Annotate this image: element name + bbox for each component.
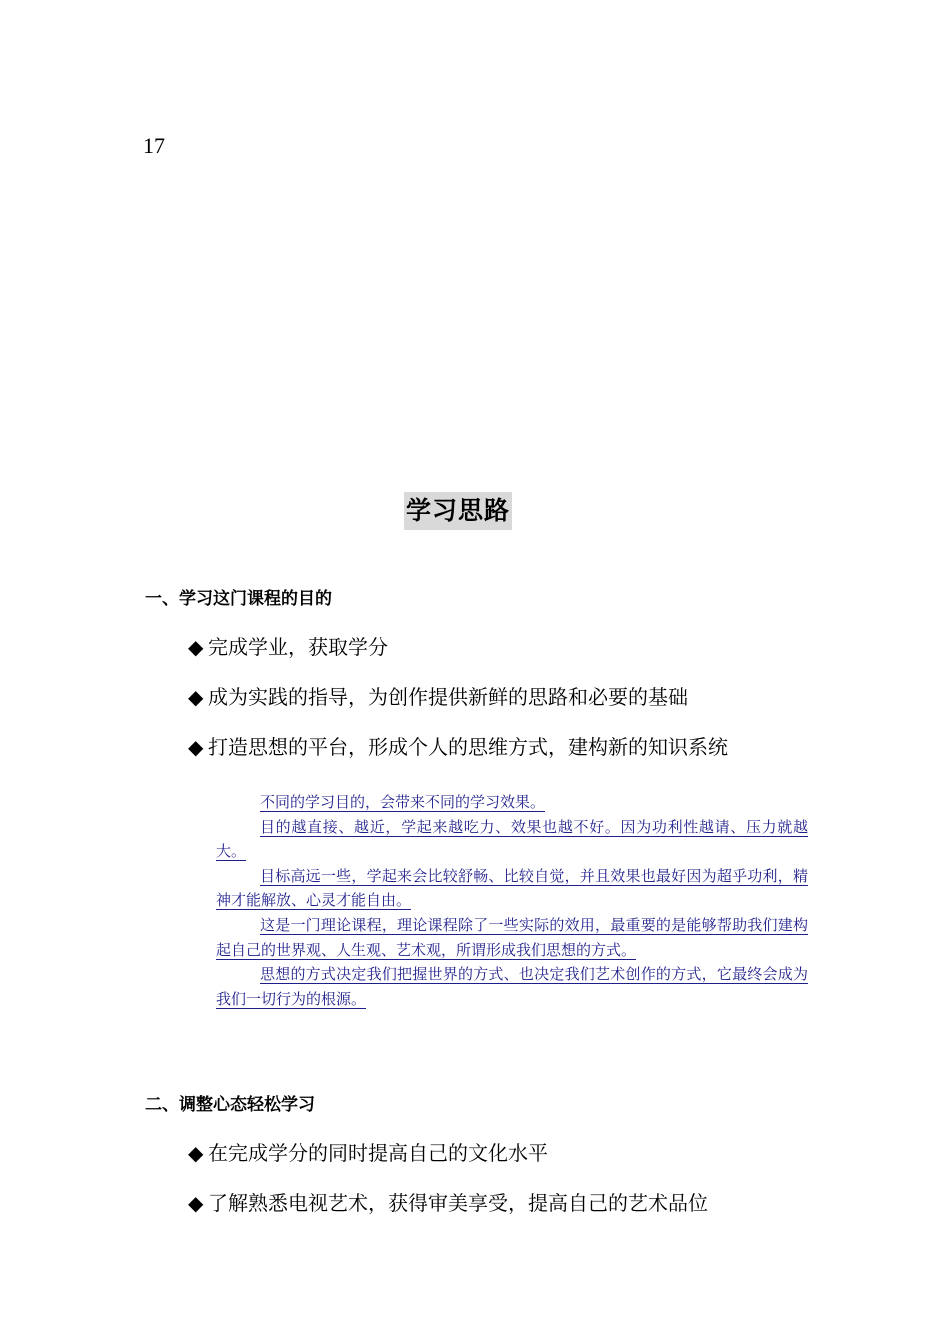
section-heading-2: 二、调整心态轻松学习 bbox=[145, 1095, 315, 1115]
note-paragraph: 目标高远一些，学起来会比较舒畅、比较自觉，并且效果也最好因为超乎功利，精神才能解放、心灵才能自由。 bbox=[216, 866, 808, 910]
note-paragraph: 不同的学习目的，会带来不同的学习效果。 bbox=[260, 793, 546, 811]
bullet-item bbox=[188, 1189, 708, 1217]
note-paragraph: 目的越直接、越近，学起来越吃力、效果也越不好。因为功利性越请、压力就越大。 bbox=[216, 817, 808, 861]
diamond-bullet-icon: ◆ bbox=[188, 1191, 204, 1215]
document-title: 学习思路 bbox=[404, 492, 512, 530]
page-number: 17 bbox=[143, 133, 165, 158]
bullet-item bbox=[188, 733, 728, 761]
note-paragraph: 思想的方式决定我们把握世界的方式、也决定我们艺术创作的方式，它最终会成为我们一切行为的根源。 bbox=[216, 965, 808, 1008]
bullet-text: 完成学业，获取学分 bbox=[208, 635, 388, 659]
bullet-text: 成为实践的指导，为创作提供新鲜的思路和必要的基础 bbox=[208, 685, 688, 709]
section-heading-1: 一、学习这门课程的目的 bbox=[145, 589, 332, 609]
note-paragraph: 这是一门理论课程，理论课程除了一些实际的效用，最重要的是能够帮助我们建构起自己的世界观、人生观、艺术观，所谓形成我们思想的方式。 bbox=[216, 915, 808, 959]
annotation-note-block bbox=[216, 790, 808, 1011]
bullet-item bbox=[188, 1139, 548, 1167]
diamond-bullet-icon: ◆ bbox=[188, 1141, 204, 1165]
bullet-text: 了解熟悉电视艺术，获得审美享受，提高自己的艺术品位 bbox=[208, 1191, 708, 1215]
diamond-bullet-icon: ◆ bbox=[188, 635, 204, 659]
bullet-item bbox=[188, 633, 388, 661]
bullet-item bbox=[188, 683, 688, 711]
diamond-bullet-icon: ◆ bbox=[188, 735, 204, 759]
bullet-text: 打造思想的平台，形成个人的思维方式，建构新的知识系统 bbox=[208, 735, 728, 759]
bullet-text: 在完成学分的同时提高自己的文化水平 bbox=[208, 1141, 548, 1165]
diamond-bullet-icon: ◆ bbox=[188, 685, 204, 709]
